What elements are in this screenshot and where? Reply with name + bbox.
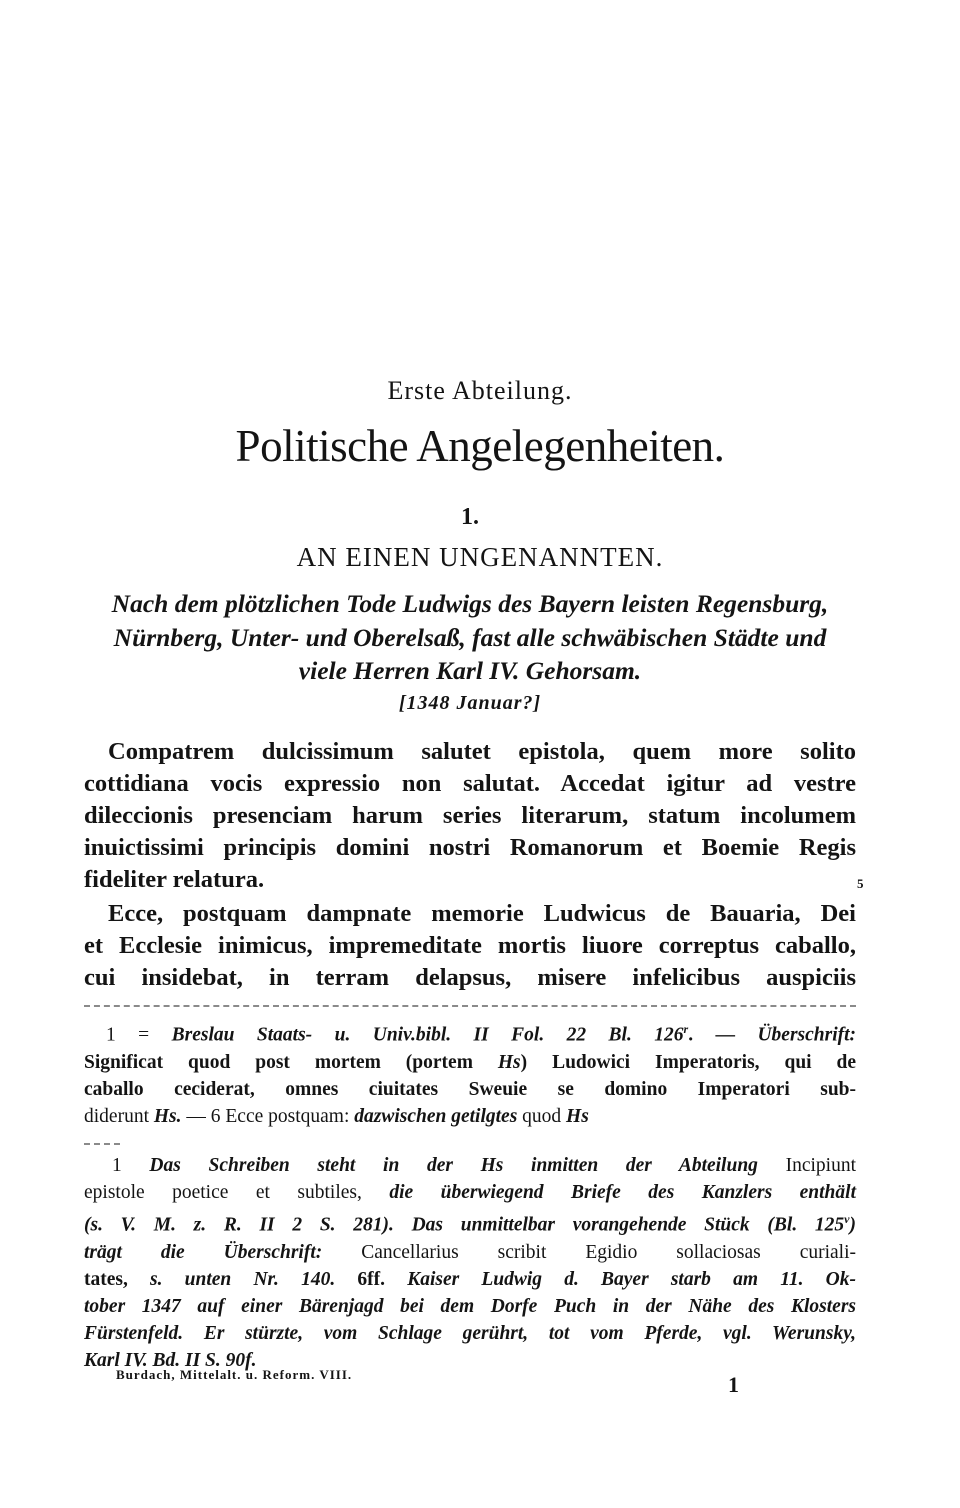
document-number: 1.	[461, 504, 479, 530]
commentary-notes	[84, 1152, 856, 1374]
apparatus-line: diderunt Hs. — 6 Ecce postquam: dazwischen getilgtes quod Hs	[84, 1105, 589, 1127]
text-line: cui insidebat, in terram delapsus, misere infelicibus auspiciis	[84, 964, 856, 991]
commentary-line: trägt die Überschrift: Cancellarius scribit Egidio sollaciosas curiali-	[84, 1241, 857, 1263]
letter-paragraph-2	[84, 898, 856, 994]
text-line: fideliter relatura.	[84, 866, 265, 893]
commentary-line: Karl IV. Bd. II S. 90f.	[84, 1349, 257, 1371]
section-title: Politische Angelegenheiten.	[235, 421, 725, 471]
commentary-line: tates, s. unten Nr. 140. 6ff. Kaiser Ludwig d. Bayer starb am 11. Ok-	[84, 1268, 856, 1290]
document-recipient: AN EINEN UNGENANNTEN.	[296, 542, 664, 572]
document-date: [1348 Januar?]	[398, 692, 542, 714]
regest	[84, 587, 856, 688]
printer-signature: Burdach, Mittelalt. u. Reform. VIII.	[116, 1367, 353, 1382]
text-line: Compatrem dulcissimum salutet epistola, quem more solito	[108, 738, 856, 765]
commentary-line: tober 1347 auf einer Bärenjagd bei dem Dorfe Puch in der Nähe des Klosters	[84, 1295, 856, 1317]
commentary-line: Fürstenfeld. Er stürzte, vom Schlage gerührt, tot vom Pferde, vgl. Werunsky,	[84, 1322, 856, 1344]
regest-line: Nürnberg, Unter- und Oberelsaß, fast alle schwäbischen Städte und	[113, 622, 827, 652]
commentary-line: 1 Das Schreiben steht in der Hs inmitten der Abteilung Incipiunt	[112, 1155, 856, 1176]
section-label: Erste Abteilung.	[387, 376, 573, 405]
line-number-marker: 5	[857, 876, 864, 891]
apparatus-line: 1 = Breslau Staats- u. Univ.bibl. II Fol. 22 Bl. 126$^r$. — Überschrift:	[106, 1022, 857, 1046]
commentary-line: epistole poetice et subtiles, die überwiegend Briefe des Kanzlers enthält	[84, 1182, 856, 1203]
regest-line: viele Herren Karl IV. Gehorsam.	[298, 656, 642, 685]
commentary-line: (s. V. M. z. R. II 2 S. 281). Das unmittelbar vorangehende Stück (Bl. 125$^v$)	[84, 1212, 856, 1236]
apparatus-line: Significat quod post mortem (portem Hs) Ludowici Imperatoris, qui de	[84, 1051, 857, 1073]
text-line: Ecce, postquam dampnate memorie Ludwicus de Bauaria, Dei	[108, 900, 856, 927]
apparatus-line: caballo ceciderat, omnes ciuitates Sweuie se domino Imperatori sub-	[84, 1078, 856, 1100]
text-line: inuictissimi principis domini nostri Romanorum et Boemie Regis	[84, 834, 856, 861]
text-line: cottidiana vocis expressio non salutat. Accedat igitur ad vestre	[84, 770, 856, 797]
page-number: 1	[728, 1372, 739, 1397]
text-line: dileccionis presenciam harum series literarum, statum incolumem	[84, 802, 856, 829]
text-line: et Ecclesie inimicus, impremeditate mortis liuore correptus caballo,	[84, 932, 856, 959]
apparatus-divider	[84, 1005, 856, 1007]
letter-paragraph-1	[84, 736, 856, 896]
commentary-divider	[84, 1143, 120, 1145]
regest-line: Nach dem plötzlichen Tode Ludwigs des Bayern leisten Regensburg,	[111, 589, 829, 618]
critical-apparatus	[84, 1016, 856, 1130]
